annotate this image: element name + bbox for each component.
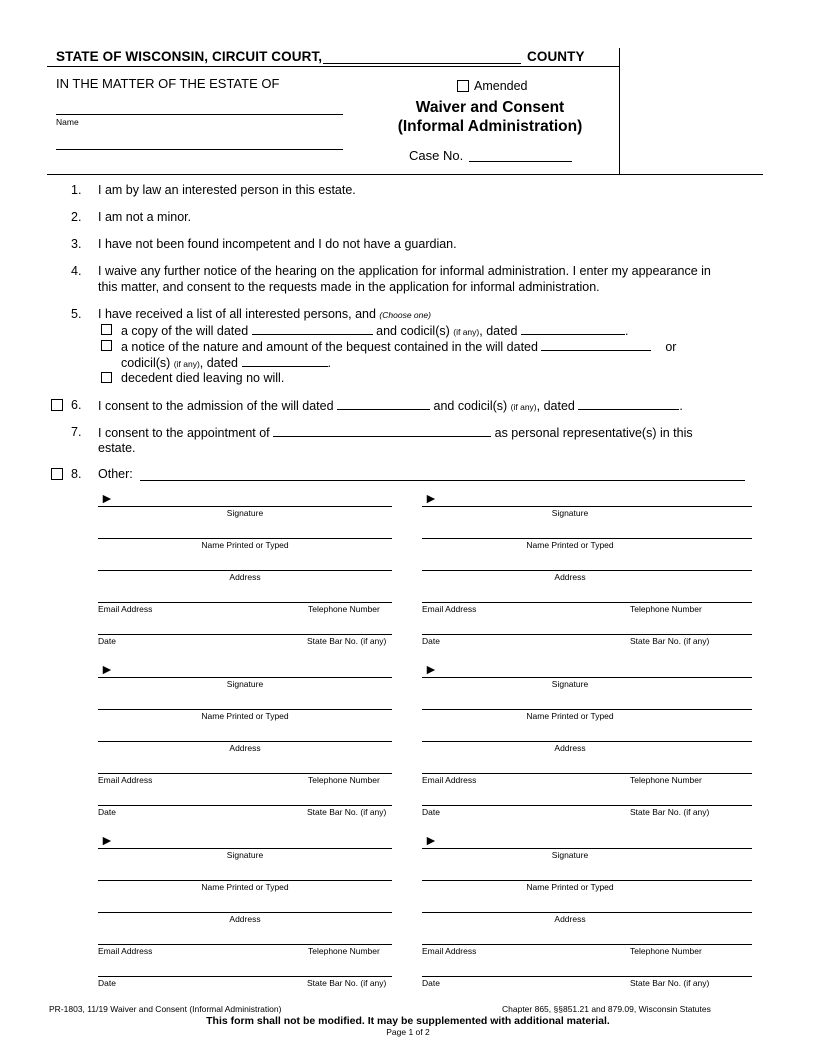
address-label: Address — [229, 572, 261, 582]
item-3-text: I have not been found incompetent and I do not have a guardian. — [98, 237, 457, 251]
address-field[interactable] — [422, 912, 752, 913]
amended-checkbox[interactable] — [457, 80, 469, 92]
signature-label: Signature — [551, 850, 589, 860]
option-no-will: decedent died leaving no will. — [121, 371, 285, 385]
other-field[interactable] — [140, 480, 745, 481]
item-number: 7. — [71, 425, 82, 439]
signature-line[interactable] — [98, 506, 392, 507]
no-will-checkbox[interactable] — [101, 372, 112, 383]
item-8-checkbox[interactable] — [51, 468, 63, 480]
will-date-field[interactable] — [252, 323, 373, 335]
item-1-text: I am by law an interested person in this estate. — [98, 183, 356, 197]
name-printed-label: Name Printed or Typed — [526, 711, 614, 721]
signature-arrow-icon: ► — [100, 832, 114, 848]
telephone-label: Telephone Number — [308, 946, 380, 956]
form-subtitle: (Informal Administration) — [397, 118, 583, 135]
address-label: Address — [229, 743, 261, 753]
item-number: 3. — [71, 237, 82, 251]
address-label: Address — [554, 914, 586, 924]
telephone-label: Telephone Number — [630, 775, 702, 785]
address-field[interactable] — [98, 912, 392, 913]
signature-label: Signature — [226, 679, 264, 689]
amended-label: Amended — [474, 79, 528, 93]
county-field[interactable] — [323, 63, 521, 64]
signature-arrow-icon: ► — [100, 490, 114, 506]
admission-will-date-field[interactable] — [337, 398, 430, 410]
item-6-text: I consent to the admission of the will dated and codicil(s) (if any), dated . — [98, 399, 683, 413]
name-printed-field[interactable] — [98, 880, 392, 881]
email-phone-field[interactable] — [422, 602, 752, 603]
county-label: COUNTY — [527, 49, 585, 64]
signature-line[interactable] — [422, 677, 752, 678]
signature-label: Signature — [551, 508, 589, 518]
email-label: Email Address — [98, 775, 153, 785]
statutes: Chapter 865, §§851.21 and 879.09, Wisconsin Statutes — [502, 1004, 711, 1014]
representative-field[interactable] — [273, 425, 491, 437]
signature-label: Signature — [226, 850, 264, 860]
name-printed-label: Name Printed or Typed — [201, 711, 289, 721]
signature-label: Signature — [226, 508, 264, 518]
name-printed-label: Name Printed or Typed — [201, 540, 289, 550]
telephone-label: Telephone Number — [308, 775, 380, 785]
telephone-label: Telephone Number — [630, 604, 702, 614]
item-4-text: I waive any further notice of the hearing on the application for informal administration. I enter my appearance in — [98, 264, 711, 278]
date-label: Date — [422, 978, 440, 988]
date-bar-field[interactable] — [422, 805, 752, 806]
court-heading: STATE OF WISCONSIN, CIRCUIT COURT, — [56, 49, 323, 64]
item-8-text: Other: — [98, 467, 133, 481]
name-printed-field[interactable] — [98, 709, 392, 710]
name-printed-label: Name Printed or Typed — [526, 540, 614, 550]
form-id: PR-1803, 11/19 Waiver and Consent (Informal Administration) — [49, 1004, 282, 1014]
email-phone-field[interactable] — [422, 773, 752, 774]
item-2-text: I am not a minor. — [98, 210, 192, 224]
state-bar-label: State Bar No. (if any) — [630, 636, 710, 646]
state-bar-label: State Bar No. (if any) — [307, 978, 387, 988]
option-bequest-codicil: codicil(s) (if any), dated . — [121, 356, 331, 370]
case-no-label: Case No. — [409, 148, 464, 163]
name-printed-field[interactable] — [422, 880, 752, 881]
item-number: 5. — [71, 307, 82, 321]
item-7-text: I consent to the appointment of as personal representative(s) in this — [98, 426, 693, 440]
item-number: 4. — [71, 264, 82, 278]
address-label: Address — [554, 572, 586, 582]
date-label: Date — [422, 636, 440, 646]
name-printed-field[interactable] — [98, 538, 392, 539]
signature-label: Signature — [551, 679, 589, 689]
matter-label: IN THE MATTER OF THE ESTATE OF — [56, 76, 280, 91]
address-field[interactable] — [422, 741, 752, 742]
signature-arrow-icon: ► — [100, 661, 114, 677]
name-printed-field[interactable] — [422, 709, 752, 710]
email-phone-field[interactable] — [98, 944, 392, 945]
address-label: Address — [229, 914, 261, 924]
email-label: Email Address — [422, 946, 477, 956]
signature-line[interactable] — [98, 848, 392, 849]
item-number: 1. — [71, 183, 82, 197]
email-label: Email Address — [422, 775, 477, 785]
estate-name-field[interactable] — [56, 114, 343, 115]
page-number: Page 1 of 2 — [386, 1027, 430, 1037]
codicil-date-field[interactable] — [521, 323, 625, 335]
email-phone-field[interactable] — [98, 602, 392, 603]
email-phone-field[interactable] — [422, 944, 752, 945]
signature-line[interactable] — [422, 848, 752, 849]
item-number: 8. — [71, 467, 82, 481]
item-number: 6. — [71, 398, 82, 412]
admission-codicil-date-field[interactable] — [578, 398, 679, 410]
option-bequest-notice: a notice of the nature and amount of the bequest contained in the will dated or — [121, 340, 677, 354]
date-bar-field[interactable] — [422, 976, 752, 977]
state-bar-label: State Bar No. (if any) — [630, 978, 710, 988]
name-printed-field[interactable] — [422, 538, 752, 539]
item-7-text-cont: estate. — [98, 441, 136, 455]
case-no-field[interactable] — [469, 161, 572, 162]
telephone-label: Telephone Number — [630, 946, 702, 956]
signature-arrow-icon: ► — [424, 661, 438, 677]
date-label: Date — [98, 636, 116, 646]
date-label: Date — [98, 978, 116, 988]
date-bar-field[interactable] — [98, 976, 392, 977]
address-label: Address — [554, 743, 586, 753]
email-label: Email Address — [422, 604, 477, 614]
telephone-label: Telephone Number — [308, 604, 380, 614]
item-4-text-cont: this matter, and consent to the requests made in the application for informal administration. — [98, 280, 600, 294]
bequest-codicil-date-field[interactable] — [242, 355, 328, 367]
name-label: Name — [56, 117, 79, 127]
estate-name-field-2[interactable] — [56, 149, 343, 150]
form-title: Waiver and Consent — [415, 99, 565, 116]
item-5-text: I have received a list of all interested persons, and (Choose one) — [98, 307, 431, 321]
will-copy-checkbox[interactable] — [101, 324, 112, 335]
address-field[interactable] — [98, 741, 392, 742]
name-printed-label: Name Printed or Typed — [201, 882, 289, 892]
date-bar-field[interactable] — [98, 634, 392, 635]
footer-notice: This form shall not be modified. It may be supplemented with additional material. — [206, 1015, 610, 1027]
state-bar-label: State Bar No. (if any) — [307, 807, 387, 817]
bequest-will-date-field[interactable] — [541, 339, 651, 351]
signature-line[interactable] — [98, 677, 392, 678]
bequest-notice-checkbox[interactable] — [101, 340, 112, 351]
email-phone-field[interactable] — [98, 773, 392, 774]
item-6-checkbox[interactable] — [51, 399, 63, 411]
state-bar-label: State Bar No. (if any) — [307, 636, 387, 646]
state-bar-label: State Bar No. (if any) — [630, 807, 710, 817]
signature-arrow-icon: ► — [424, 490, 438, 506]
date-label: Date — [422, 807, 440, 817]
address-field[interactable] — [98, 570, 392, 571]
option-will-copy: a copy of the will dated and codicil(s) (if any), dated . — [121, 324, 629, 338]
date-bar-field[interactable] — [98, 805, 392, 806]
signature-arrow-icon: ► — [424, 832, 438, 848]
date-label: Date — [98, 807, 116, 817]
name-printed-label: Name Printed or Typed — [526, 882, 614, 892]
email-label: Email Address — [98, 604, 153, 614]
date-bar-field[interactable] — [422, 634, 752, 635]
signature-line[interactable] — [422, 506, 752, 507]
item-number: 2. — [71, 210, 82, 224]
email-label: Email Address — [98, 946, 153, 956]
address-field[interactable] — [422, 570, 752, 571]
